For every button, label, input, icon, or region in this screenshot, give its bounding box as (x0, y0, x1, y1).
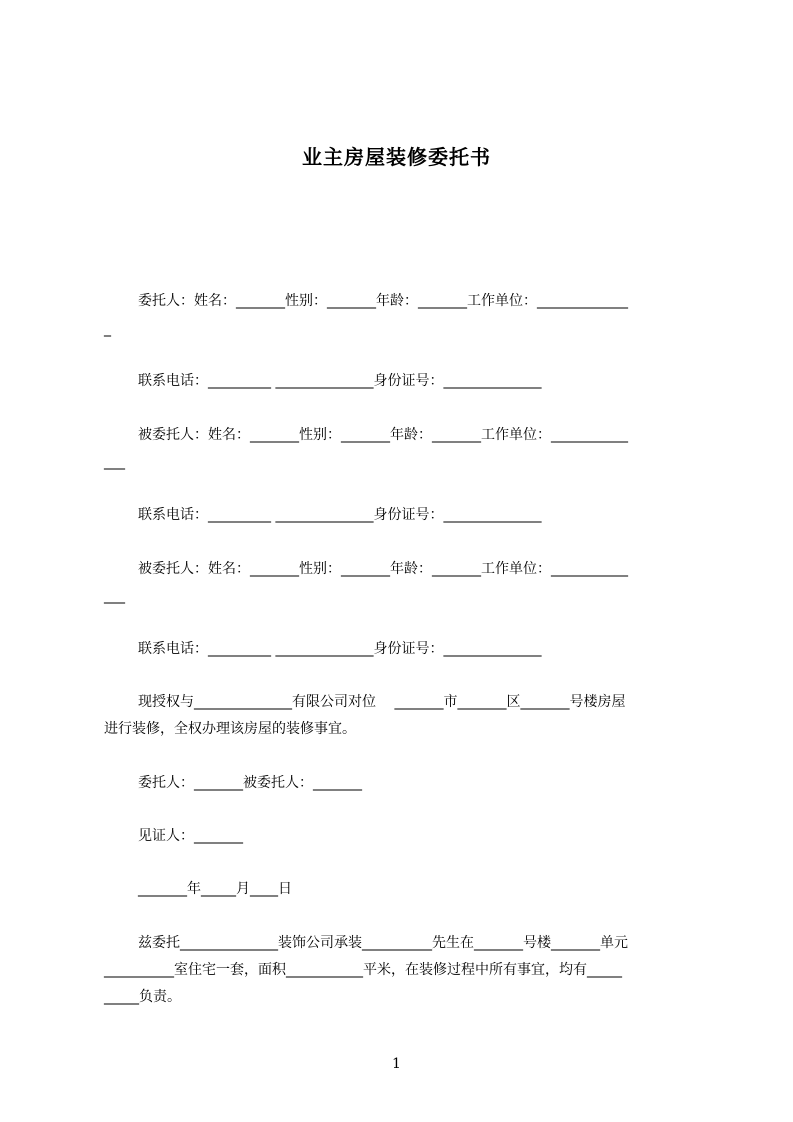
entrust-line-3: _____负责。 (104, 989, 181, 1005)
date-line: _______年_____月____日 (138, 881, 292, 897)
client-info-line-wrap: _ (104, 321, 111, 337)
agent-1-info-line: 被委托人：姓名：_______性别：_______年龄：_______工作单位：___________ (138, 427, 628, 443)
witness-line: 见证人：_______ (138, 828, 243, 844)
client-info-line: 委托人：姓名：_______性别：_______年龄：_______工作单位：_____________ (138, 293, 628, 309)
page-number: 1 (392, 1056, 401, 1072)
document-title: 业主房屋装修委托书 (302, 145, 491, 169)
agent-2-phone-line: 联系电话：_________ ______________身份证号：______________ (138, 641, 542, 657)
agent-1-info-line-wrap: ___ (104, 454, 125, 470)
signature-line: 委托人：_______被委托人：_______ (138, 775, 362, 791)
entrust-line: 兹委托______________装饰公司承装__________先生在_______号楼_______单元 (138, 935, 628, 951)
client-phone-line: 联系电话：_________ ______________身份证号：______________ (138, 373, 542, 389)
authorization-line: 现授权与______________有限公司对位 _______市_______区_______号楼房屋 (138, 694, 626, 710)
agent-2-info-line: 被委托人：姓名：_______性别：_______年龄：_______工作单位：___________ (138, 561, 628, 577)
authorization-line-wrap: 进行装修，全权办理该房屋的装修事宜。 (104, 721, 356, 737)
agent-2-info-line-wrap: ___ (104, 588, 125, 604)
agent-1-phone-line: 联系电话：_________ ______________身份证号：______________ (138, 507, 542, 523)
entrust-line-2: __________室住宅一套，面积___________平米，在装修过程中所有事宜，均有_____ (104, 962, 622, 978)
